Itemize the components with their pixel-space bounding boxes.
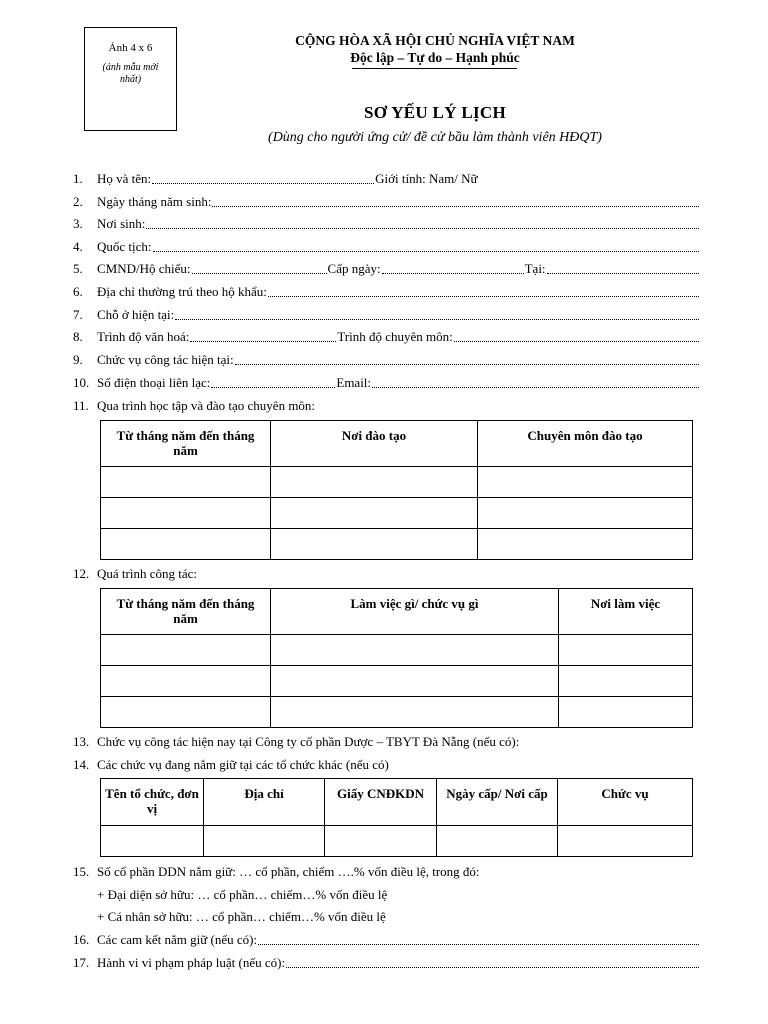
table-row bbox=[101, 826, 693, 857]
document-title: SƠ YẾU LÝ LỊCH bbox=[364, 103, 506, 122]
date-of-birth-input[interactable] bbox=[212, 202, 699, 207]
table-cell[interactable] bbox=[101, 697, 271, 728]
education-history-table bbox=[100, 420, 693, 560]
field-holding-commitments: 16. Các cam kết nắm giữ (nếu có): bbox=[73, 930, 700, 948]
photo-placeholder[interactable] bbox=[84, 27, 177, 131]
table-cell[interactable] bbox=[101, 467, 271, 498]
holding-commitments-input[interactable] bbox=[258, 940, 699, 945]
nationality-input[interactable] bbox=[153, 247, 699, 252]
photo-size-label: Ảnh 4 x 6 bbox=[108, 42, 153, 54]
table-cell[interactable] bbox=[325, 826, 437, 857]
field-shares-held: 15. Số cổ phần DDN nắm giữ: … cổ phần, chiếm ….% vốn điều lệ, trong đó: bbox=[73, 864, 480, 879]
permanent-address-input[interactable] bbox=[268, 292, 699, 297]
field-current-residence: 7. Chỗ ở hiện tại: bbox=[73, 305, 700, 323]
table-row bbox=[101, 498, 693, 529]
id-number-input[interactable] bbox=[192, 269, 327, 274]
field-id-card: 5. CMND/Hộ chiếu: Cấp ngày: Tại: bbox=[73, 259, 700, 277]
field-contact: 10. Số điện thoại liên lạc: Email: bbox=[73, 373, 700, 391]
table-cell[interactable] bbox=[271, 697, 559, 728]
field-other-positions: 14. Các chức vụ đang nắm giữ tại các tổ chức khác (nếu có) bbox=[73, 757, 389, 772]
table-cell[interactable] bbox=[559, 666, 693, 697]
table-row bbox=[101, 529, 693, 560]
field-education-history: 11. Qua trình học tập và đào tạo chuyên môn: bbox=[73, 398, 316, 413]
table-cell[interactable] bbox=[204, 826, 325, 857]
shares-representative: + Đại diện sở hữu: … cổ phần… chiếm…% vốn điều lệ bbox=[97, 887, 388, 902]
table-cell[interactable] bbox=[271, 666, 559, 697]
table-cell[interactable] bbox=[558, 826, 693, 857]
law-violations-input[interactable] bbox=[286, 963, 699, 968]
table-cell[interactable] bbox=[271, 635, 559, 666]
table-cell[interactable] bbox=[437, 826, 558, 857]
table-cell[interactable] bbox=[271, 498, 478, 529]
field-current-position: 9. Chức vụ công tác hiện tại: bbox=[73, 350, 700, 368]
issue-place-input[interactable] bbox=[547, 269, 699, 274]
motto-underline bbox=[352, 68, 517, 69]
table-row bbox=[101, 666, 693, 697]
field-date-of-birth: 2. Ngày tháng năm sinh: bbox=[73, 192, 700, 210]
phone-input[interactable] bbox=[211, 383, 335, 388]
table-cell[interactable] bbox=[271, 529, 478, 560]
document-subtitle: (Dùng cho người ứng cử/ đề cử bầu làm thành viên HĐQT) bbox=[268, 130, 602, 145]
table-header-row: Tên tổ chức, đơn vị Địa chỉ Giấy CNĐKDN Ngày cấp/ Nơi cấp Chức vụ bbox=[101, 779, 693, 826]
place-of-birth-input[interactable] bbox=[146, 224, 699, 229]
table-cell[interactable] bbox=[559, 697, 693, 728]
table-header-row: Từ tháng năm đến tháng năm Làm việc gì/ chức vụ gì Nơi làm việc bbox=[101, 589, 693, 635]
table-header-row: Từ tháng năm đến tháng năm Nơi đào tạo Chuyên môn đào tạo bbox=[101, 421, 693, 467]
table-cell[interactable] bbox=[101, 826, 204, 857]
table-row bbox=[101, 635, 693, 666]
other-positions-table bbox=[100, 778, 693, 857]
field-full-name: 1. Họ và tên: Giới tính: Nam/ Nữ bbox=[73, 171, 478, 186]
table-cell[interactable] bbox=[271, 467, 478, 498]
field-place-of-birth: 3. Nơi sinh: bbox=[73, 214, 700, 232]
shares-individual: + Cá nhân sở hữu: … cổ phần… chiếm…% vốn điều lệ bbox=[97, 909, 386, 924]
table-cell[interactable] bbox=[559, 635, 693, 666]
motto-heading: Độc lập – Tự do – Hạnh phúc bbox=[350, 50, 520, 65]
field-work-history: 12. Quá trình công tác: bbox=[73, 566, 197, 581]
table-row bbox=[101, 467, 693, 498]
table-cell[interactable] bbox=[478, 529, 693, 560]
work-history-table bbox=[100, 588, 693, 728]
photo-note: (ảnh mẫu mới nhất) bbox=[102, 62, 159, 85]
field-permanent-address: 6. Địa chỉ thường trú theo hộ khẩu: bbox=[73, 282, 700, 300]
table-cell[interactable] bbox=[478, 467, 693, 498]
field-nationality: 4. Quốc tịch: bbox=[73, 237, 700, 255]
table-cell[interactable] bbox=[101, 666, 271, 697]
nation-heading: CỘNG HÒA XÃ HỘI CHỦ NGHĨA VIỆT NAM bbox=[295, 33, 575, 48]
full-name-input[interactable] bbox=[152, 179, 374, 184]
issue-date-input[interactable] bbox=[382, 269, 524, 274]
field-education-level: 8. Trình độ văn hoá: Trình độ chuyên môn: bbox=[73, 327, 700, 345]
table-cell[interactable] bbox=[478, 498, 693, 529]
professional-level-input[interactable] bbox=[454, 337, 699, 342]
current-position-input[interactable] bbox=[235, 360, 699, 365]
table-cell[interactable] bbox=[101, 635, 271, 666]
education-level-input[interactable] bbox=[190, 337, 336, 342]
email-input[interactable] bbox=[372, 383, 699, 388]
current-residence-input[interactable] bbox=[175, 315, 699, 320]
field-law-violations: 17. Hành vi vi phạm pháp luật (nếu có): bbox=[73, 953, 700, 971]
table-row bbox=[101, 697, 693, 728]
table-cell[interactable] bbox=[101, 498, 271, 529]
table-cell[interactable] bbox=[101, 529, 271, 560]
field-position-at-company: 13. Chức vụ công tác hiện nay tại Công ty cổ phần Dược – TBYT Đà Nẵng (nếu có): bbox=[73, 734, 520, 749]
